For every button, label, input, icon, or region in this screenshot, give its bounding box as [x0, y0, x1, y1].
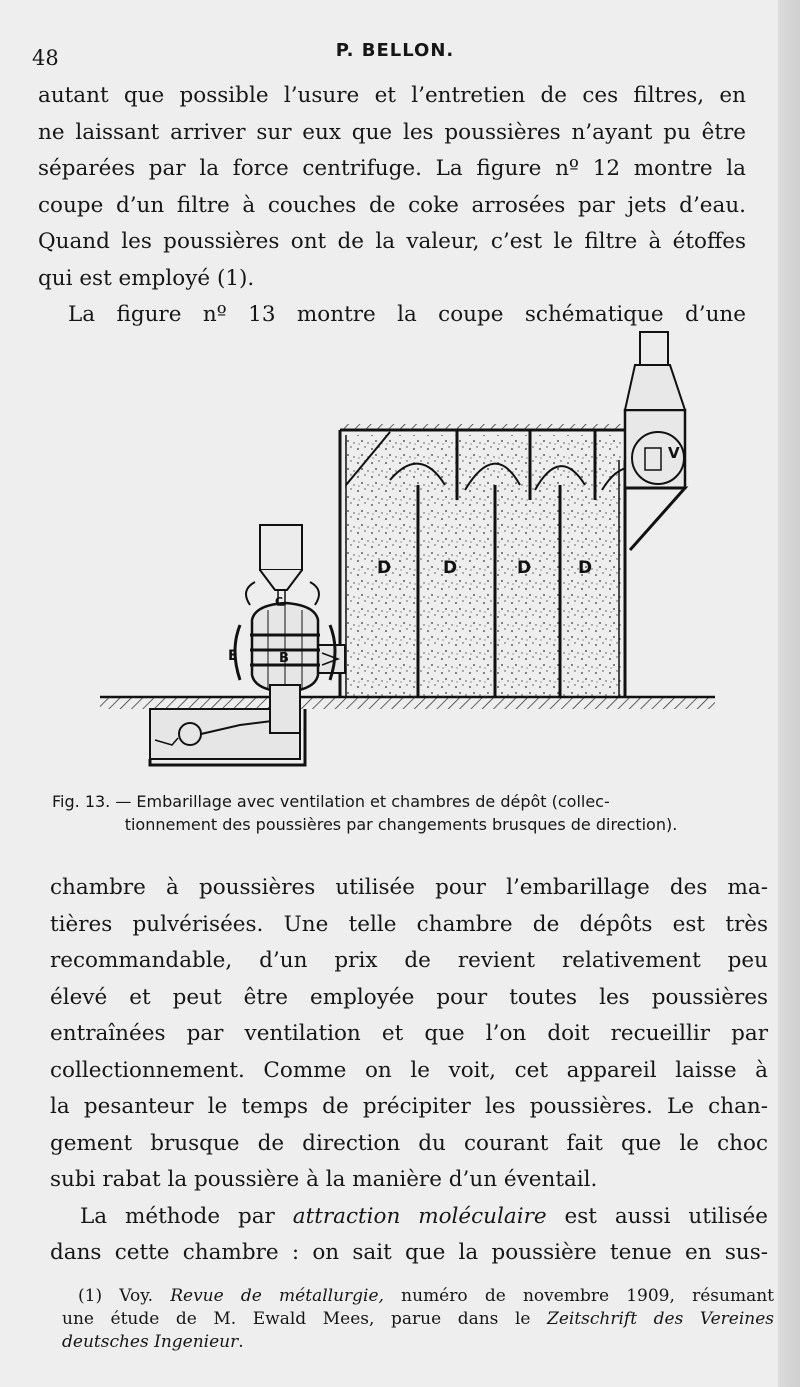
emphasis: Revue de métallurgie,	[170, 1286, 384, 1306]
label-chamber-3: D	[517, 558, 532, 578]
footnote-line: deutsches Ingenieur.	[62, 1332, 244, 1352]
label-chamber-4: D	[578, 558, 593, 578]
page-edge	[778, 0, 800, 1387]
text-line: tières pulvérisées. Une telle chambre de dépôts est très	[50, 911, 768, 937]
label-chamber-2: D	[443, 558, 458, 578]
figure-caption	[52, 790, 770, 836]
text-line: subi rabat la poussière à la manière d’un éventail.	[50, 1167, 598, 1192]
running-title: P. BELLON.	[335, 40, 455, 61]
text-line: la pesanteur le temps de précipiter les poussières. Le chan-	[50, 1094, 768, 1119]
text-line: chambre à poussières utilisée pour l’embarillage des ma-	[50, 875, 768, 900]
label-funnel: C	[275, 595, 284, 608]
caption-line: tionnement des poussières par changements brusques de direction).	[124, 815, 678, 834]
label-barrel: B	[279, 651, 289, 666]
text-line: entraînées par ventilation et que l’on doit recueillir par	[50, 1021, 768, 1046]
text-line: élevé et peut être employée pour toutes les poussières	[50, 984, 768, 1010]
page-number: 48	[32, 46, 59, 70]
text-line: ne laissant arriver sur eux que les poussières n’ayant pu être	[38, 119, 746, 145]
text-line: recommandable, d’un prix de revient relativement peu	[50, 948, 768, 973]
label-chamber-1: D	[377, 558, 392, 578]
text-line: La méthode par attraction moléculaire est aussi utilisée	[80, 1203, 768, 1229]
footnote-line: une étude de M. Ewald Mees, parue dans le Zeitschrift des Vereines	[62, 1309, 774, 1329]
body-text	[50, 870, 768, 1272]
text-line: qui est employé (1).	[38, 265, 255, 291]
label-frame: E	[228, 648, 238, 664]
text-line: séparées par la force centrifuge. La figure nº 12 montre la	[38, 156, 746, 181]
caption-line: Fig. 13. — Embarillage avec ventilation et chambres de dépôt (collec-	[52, 792, 610, 811]
figure-13	[90, 320, 750, 790]
figure-intro-line: La figure nº 13 montre la coupe schématique d’une	[68, 302, 746, 327]
emphasis: deutsches Ingenieur	[62, 1332, 239, 1352]
text-line: autant que possible l’usure et l’entretien de ces filtres, en	[38, 83, 746, 108]
fan-housing	[625, 332, 685, 550]
emphasis: Zeitschrift des Vereines	[547, 1309, 774, 1329]
text-line: gement brusque de direction du courant fait que le choc	[50, 1130, 768, 1156]
top-paragraph	[38, 78, 746, 334]
text-line: collectionnement. Comme on le voit, cet appareil laisse à	[50, 1057, 768, 1083]
footnote	[62, 1285, 774, 1354]
figure-13-drawing	[90, 320, 750, 790]
text-line: coupe d’un filtre à couches de coke arrosées par jets d’eau.	[38, 192, 746, 218]
footnote-line: (1) Voy. Revue de métallurgie, numéro de novembre 1909, résumant	[78, 1286, 775, 1306]
hopper	[246, 525, 319, 605]
emphasis: attraction moléculaire	[292, 1203, 547, 1229]
text-line: Quand les poussières ont de la valeur, c’est le filtre à étoffes	[38, 229, 746, 254]
label-fan: V	[668, 444, 680, 462]
text-line: dans cette chambre : on sait que la poussière tenue en sus-	[50, 1240, 768, 1265]
ground-line	[100, 697, 715, 709]
